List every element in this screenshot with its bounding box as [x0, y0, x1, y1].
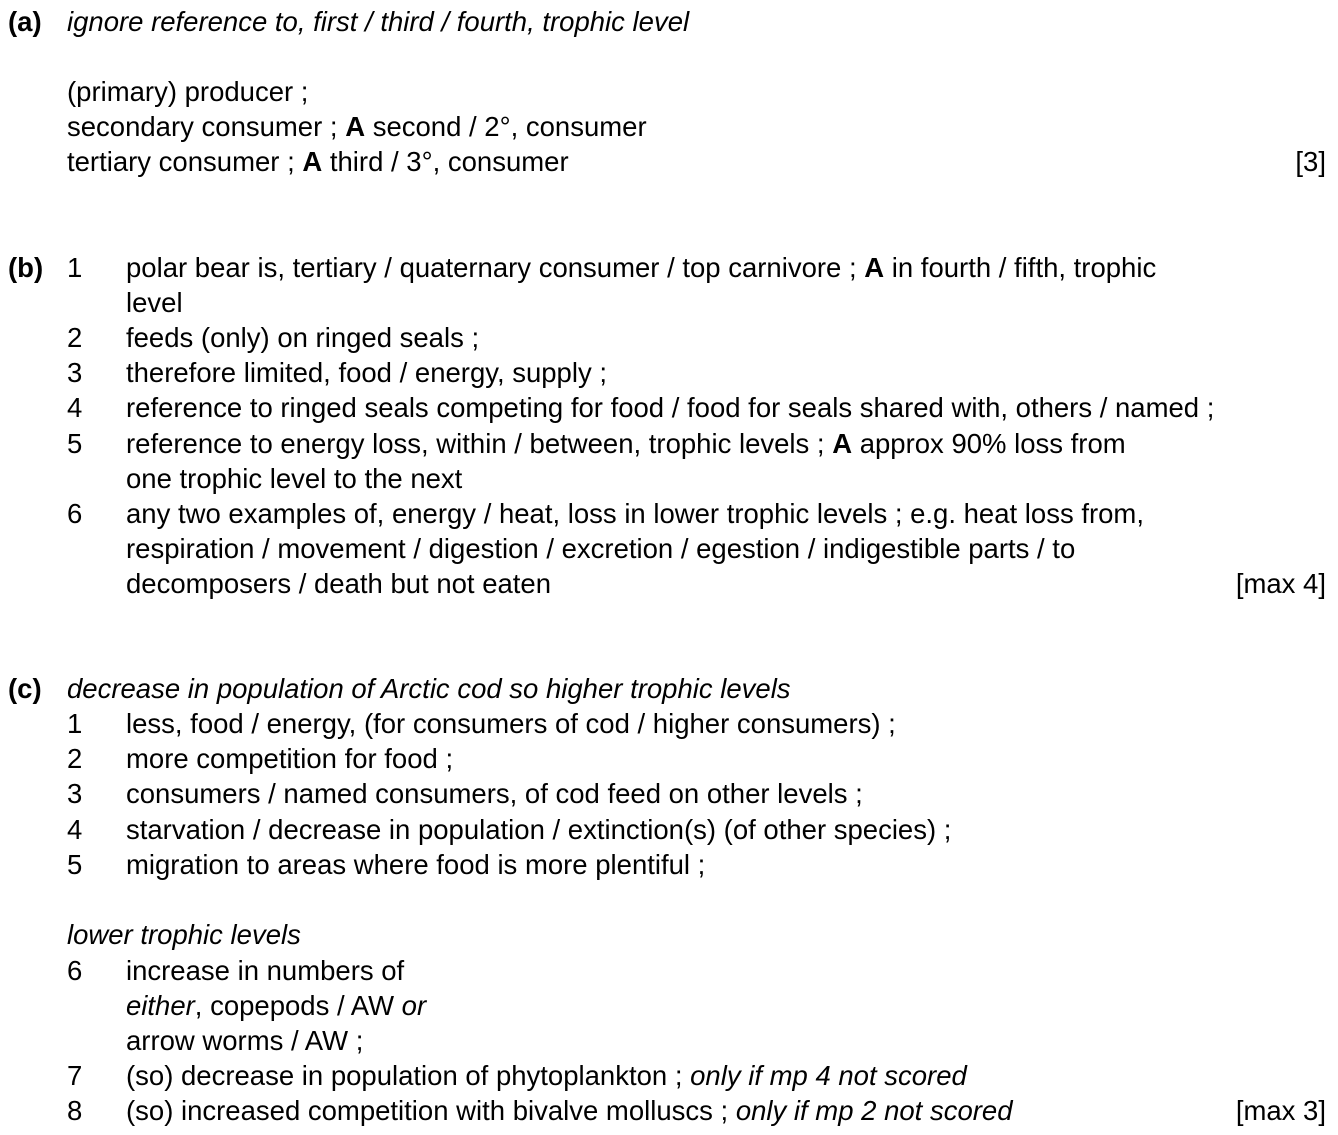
point-text: (so) decrease in population of phytoplankton ;	[126, 1060, 691, 1091]
mark-point-number: 6	[67, 498, 83, 529]
part-c-heading-lower: lower trophic levels	[67, 919, 301, 950]
mark-point-number: 7	[67, 1060, 83, 1091]
part-b-point-6: any two examples of, energy / heat, loss in lower trophic levels ; e.g. heat loss from,	[126, 498, 1144, 529]
accept-marker: A	[832, 428, 853, 459]
part-b-point-2: feeds (only) on ringed seals ;	[126, 322, 480, 353]
part-a-line-2-alt: second / 2°, consumer	[365, 111, 647, 142]
part-c-label: (c)	[8, 673, 42, 704]
accept-marker: A	[302, 146, 323, 177]
part-c-heading-higher: decrease in population of Arctic cod so higher trophic levels	[67, 673, 791, 704]
point-text: (so) increased competition with bivalve molluscs ;	[126, 1095, 736, 1126]
part-a-line-2	[67, 111, 647, 143]
part-a-line-1: (primary) producer ;	[67, 76, 309, 107]
mark-point-number: 2	[67, 322, 83, 353]
part-b-marks: [max 4]	[1235, 568, 1326, 599]
mark-point-number: 1	[67, 252, 83, 283]
mark-point-number: 2	[67, 743, 83, 774]
point-alt: in fourth / fifth, trophic	[884, 252, 1157, 283]
point-condition: only if mp 4 not scored	[690, 1060, 967, 1091]
part-b-point-5-cont: one trophic level to the next	[126, 463, 463, 494]
mark-point-number: 5	[67, 428, 83, 459]
point-condition: only if mp 2 not scored	[735, 1095, 1013, 1126]
point-text: polar bear is, tertiary / quaternary consumer / top carnivore ;	[126, 252, 865, 283]
part-c-point-6-cont: arrow worms / AW ;	[126, 1025, 364, 1056]
part-a-line-3-text: tertiary consumer ;	[67, 146, 303, 177]
part-a-label: (a)	[8, 6, 42, 37]
part-b-point-6-cont: respiration / movement / digestion / excretion / egestion / indigestible parts / to	[126, 533, 1076, 564]
part-b-point-1-cont: level	[126, 287, 183, 318]
part-c-marks: [max 3]	[1235, 1095, 1326, 1126]
part-a-line-2-text: secondary consumer ;	[67, 111, 346, 142]
mark-point-number: 3	[67, 357, 83, 388]
mark-point-number: 8	[67, 1095, 83, 1126]
mark-point-number: 5	[67, 849, 83, 880]
part-c-point-5: migration to areas where food is more plentiful ;	[126, 849, 706, 880]
part-c-point-1: less, food / energy, (for consumers of cod / higher consumers) ;	[126, 708, 896, 739]
point-alt: approx 90% loss from	[852, 428, 1126, 459]
part-a-line-3	[67, 146, 569, 178]
mark-point-number: 4	[67, 814, 83, 845]
mark-point-number: 3	[67, 778, 83, 809]
part-c-point-8	[126, 1095, 1013, 1127]
part-b-point-3: therefore limited, food / energy, supply ;	[126, 357, 607, 388]
part-c-point-6-cont	[126, 990, 426, 1022]
part-c-point-6: increase in numbers of	[126, 955, 405, 986]
part-a-marks: [3]	[1295, 146, 1326, 177]
part-c-point-3: consumers / named consumers, of cod feed on other levels ;	[126, 778, 863, 809]
mark-point-number: 1	[67, 708, 83, 739]
part-b-point-4: reference to ringed seals competing for food / food for seals shared with, others / named ;	[126, 392, 1215, 423]
part-c-point-4: starvation / decrease in population / extinction(s) (of other species) ;	[126, 814, 952, 845]
or-word: or	[401, 990, 427, 1021]
part-b-point-1	[126, 252, 1156, 284]
part-b-point-6-cont: decomposers / death but not eaten	[126, 568, 552, 599]
mark-point-number: 4	[67, 392, 83, 423]
mark-point-number: 6	[67, 955, 83, 986]
point-text: , copepods / AW	[194, 990, 402, 1021]
accept-marker: A	[864, 252, 885, 283]
part-c-point-7	[126, 1060, 967, 1092]
accept-marker: A	[345, 111, 366, 142]
point-text: reference to energy loss, within / between, trophic levels ;	[126, 428, 833, 459]
part-b-point-5	[126, 428, 1126, 460]
part-a-note: ignore reference to, first / third / fourth, trophic level	[67, 6, 690, 37]
part-c-point-2: more competition for food ;	[126, 743, 454, 774]
part-a-line-3-alt: third / 3°, consumer	[322, 146, 569, 177]
either-word: either	[126, 990, 195, 1021]
part-b-label: (b)	[8, 252, 44, 283]
